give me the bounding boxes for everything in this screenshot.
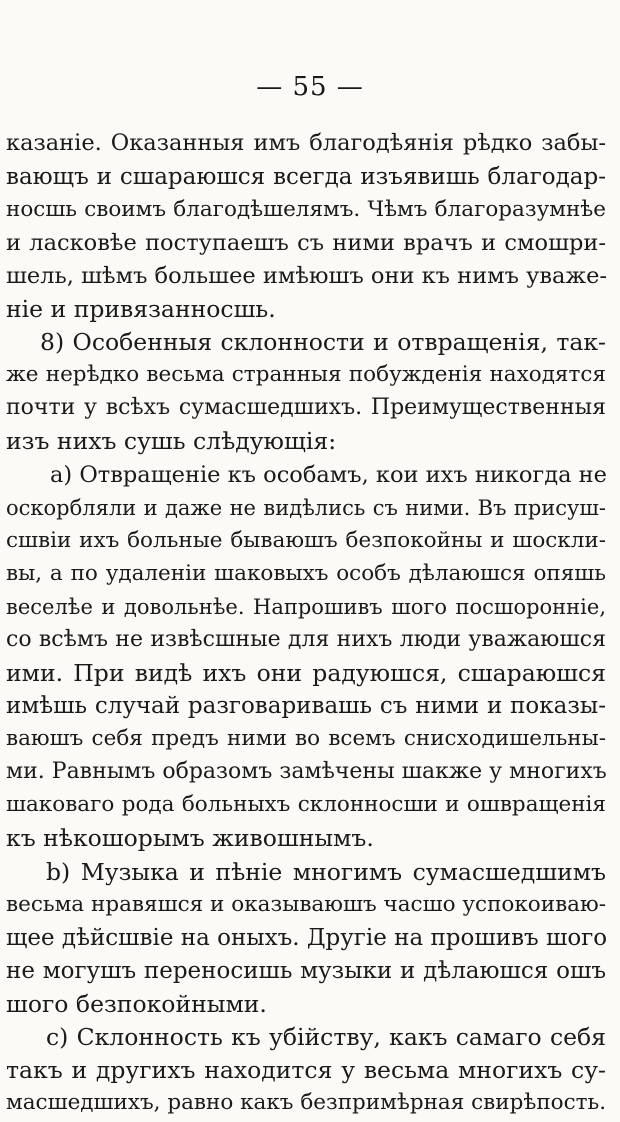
text-line: ваюшъ себя предъ ними во всемъ снисходишельны- [6, 726, 606, 751]
text-line: шого безпокойными. [6, 990, 267, 1018]
text-line: не могушъ переносишь музыки и дѣлаюшся ошъ [6, 958, 606, 984]
text-line: веселѣе и довольнѣе. Напрошивъ шого посшороннie, [6, 595, 606, 619]
text-line: изъ нихъ сушь слѣдующія: [6, 427, 337, 455]
text-line: и ласковѣе поступаешъ съ ними врачъ и смошри- [6, 230, 606, 256]
text-line: b) Музыка и пѣніе многимъ сумасшедшимъ [46, 858, 606, 886]
text-line: къ нѣкошорымъ живошнымъ. [6, 824, 374, 852]
text-line: почти у всѣхъ сумасшедшихъ. Преимущественныя [6, 395, 606, 420]
text-line: шель, шѣмъ большее имѣюшъ они къ нимъ уваже- [6, 263, 608, 289]
text-line: весьма нравяшся и оказываюшъ часшо успокоиваю- [6, 892, 606, 917]
text-line: ніе и привязанносшь. [6, 295, 276, 323]
text-line: такъ и другихъ находится у весьма многихъ су- [6, 1056, 606, 1084]
text-line: оскорбляли и даже не видѣлись съ ними. Въ присуш- [6, 496, 606, 520]
text-line: щее дѣйсшвіе на оныхъ. Другіе на прошивъ шого [6, 925, 608, 951]
text-line: носшь своимъ благодѣшелямъ. Чѣмъ благоразумнѣе [6, 197, 606, 222]
text-line: же нерѣдко весьма странныя побужденія находятся [6, 362, 606, 387]
text-line: a) Отвращеніе къ особамъ, кои ихъ никогда не [50, 462, 607, 488]
text-line: ими. При видѣ ихъ они радуюшся, сшараюшся [6, 659, 606, 687]
text-line: сшвіи ихъ больные бываюшъ безпокойны и шоскли- [6, 528, 606, 553]
text-line: вы, а по удаленіи шаковыхъ особъ дѣлаюшся опяшь [6, 561, 606, 586]
text-line: казаніе. Оказанныя имъ благодѣянія рѣдко забы- [6, 130, 606, 156]
page-number: — 55 — [256, 72, 364, 102]
text-line: ми. Равнымъ образомъ замѣчены шакже у многихъ [6, 759, 607, 784]
text-line: c) Склонность къ убійству, какъ самаго себя [46, 1023, 606, 1051]
text-line: 8) Особенныя склонности и отвращенія, так- [40, 328, 606, 356]
text-line: имѣшь случай разговаривашь съ ними и показы- [6, 693, 606, 719]
text-line: масшедшихъ, равно какъ безпримѣрная свирѣпость. [6, 1090, 607, 1115]
text-line: вающъ и сшараюшся всегда изъявишь благодар- [6, 164, 606, 190]
text-line: со всѣмъ не извѣсшные для нихъ люди уважаюшся [6, 627, 606, 652]
text-line: шаковаго рода больныхъ склонносши и ошвращенія [6, 792, 606, 817]
